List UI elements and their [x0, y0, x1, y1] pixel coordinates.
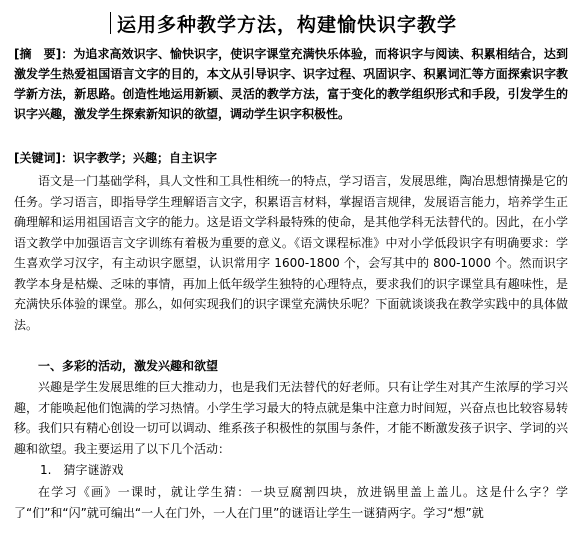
- section1-paragraph: 兴趣是学生发展思维的巨大推动力，也是我们无法替代的好老师。只有让学生对其产生浓厚的学习兴趣，才能唤起他们饱满的学习热情。小学生学习最大的特点就是集中注意力时间短，兴奋点也比较容易转移。我们只有精心创设一切可以调动、维系孩子积极性的氛围与条件，才能不断激发孩子识字、学词的兴趣和欲望。我主要运用了以下几个活动：: [14, 380, 568, 456]
- keywords-line: [关键词]：识字教学；兴趣；自主识字: [14, 151, 217, 165]
- abstract-paragraph: [摘 要]：为追求高效识字、愉快识字，使识字课堂充满快乐体验，而将识字与阅读、积累相结合，达到激发学生热爱祖国语言文字的目的，本文从引导识字、识字过程、巩固识字、积累词汇等方面探索识字教学新方法，新思路。创造性地运用新颖、灵活的教学方法，富于变化的教学组织形式和手段，引发学生的识字兴趣，激发学生探索新知识的欲望，调动学生识字积极性。: [14, 47, 568, 121]
- subsection1-paragraph: 在学习《画》一课时，就让学生猜：一块豆腐割四块，放进锅里盖上盖儿。这是什么字？学了“们”和“闪”就可编出“一人在门外，一人在门里”的谜语让学生一谜猜两字。学习“想”就: [14, 485, 568, 520]
- section-heading-1: 一、多彩的活动，激发兴趣和欲望: [38, 359, 219, 373]
- intro-paragraph: 语文是一门基础学科，具人文性和工具性相统一的特点，学习语言，发展思维，陶冶思想情操是它的任务。学习语言，即指导学生理解语言文字，积累语言材料，掌握语言规律，发展语言能力，培养学生正确理解和运用祖国语言文字的能力。这是语文学科最特殊的使命，是其他学科无法替代的。因此，在小学语文教学中加强语言文字训练有着极为重要的意义。《语文课程标准》中对小学低段识字有明确要求：学生喜欢学习汉字，有主动识字愿望，认识常用字 1600-1800 个，会写其中的 800-1000 个。然而识字教学本身是枯燥、乏味的事情，再加上低年级学生独特的心理特点，要求我们的识字课堂具有趣味性，是充满快乐体验的课堂。那么，如何实现我们的识字课堂充满快乐呢？下面就谈谈我在教学实践中的具体做法。: [14, 174, 568, 332]
- document-title: 运用多种教学方法，构建愉快识字教学: [116, 14, 457, 36]
- subsection-heading-1: 1. 猜字谜游戏: [40, 463, 124, 477]
